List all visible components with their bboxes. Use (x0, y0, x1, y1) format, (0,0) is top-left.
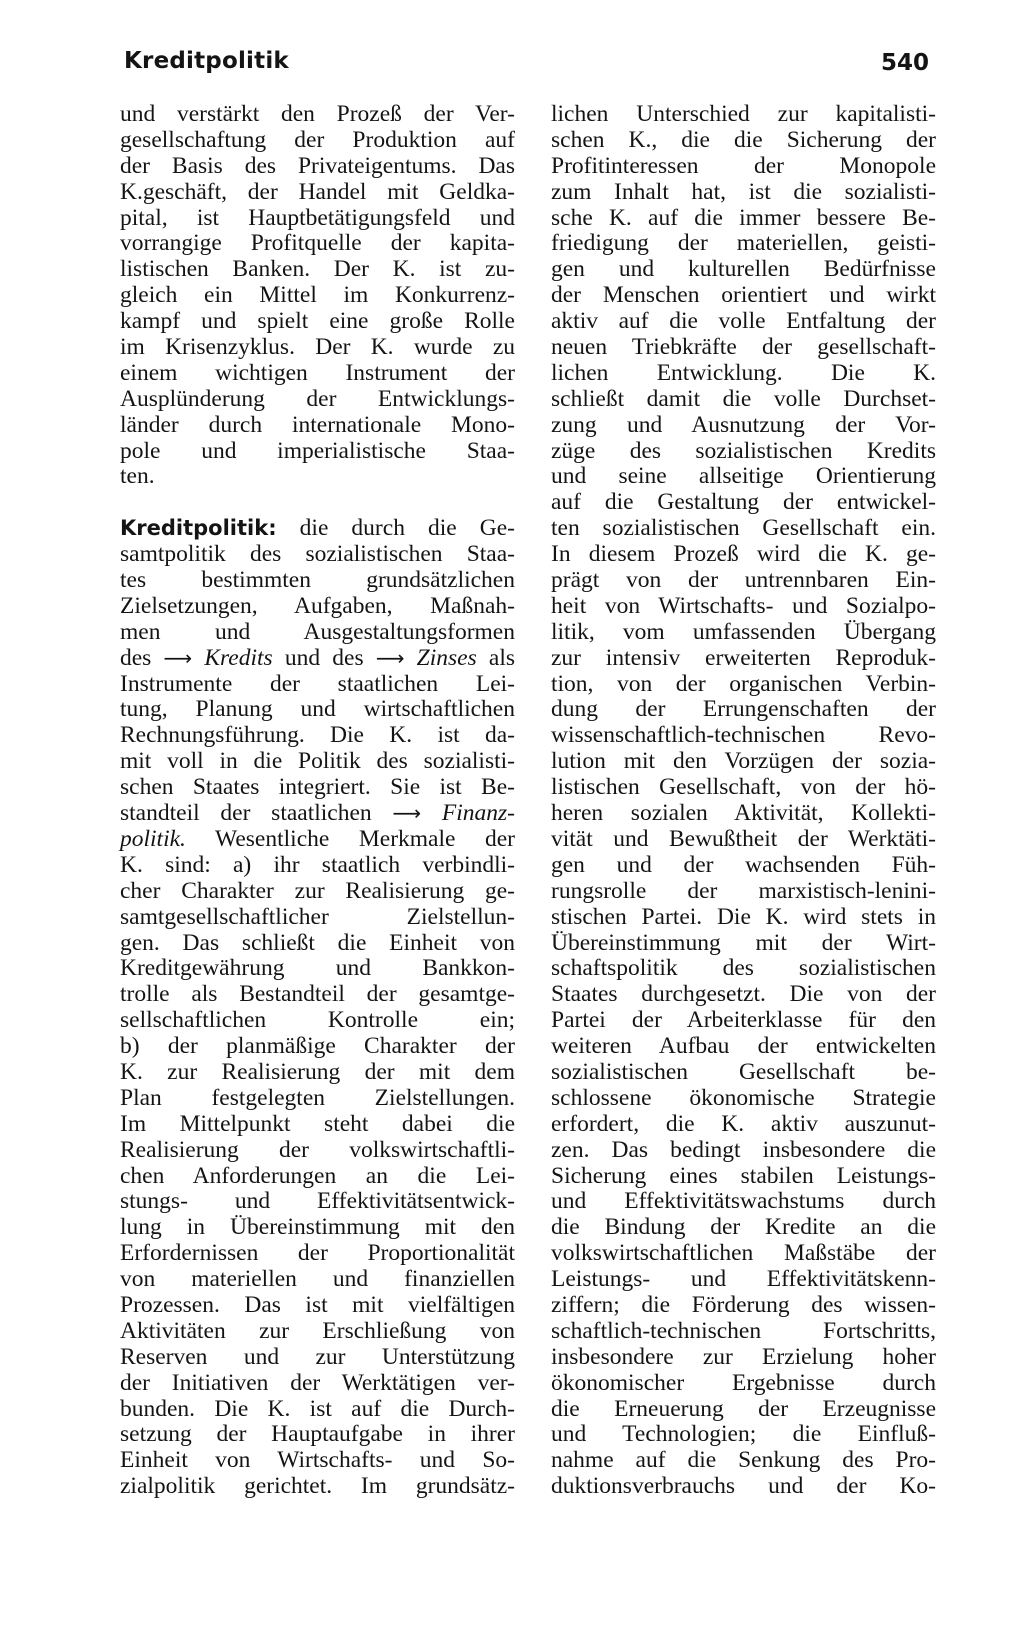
entry-text-block (120, 542, 515, 646)
text-line: tung, Planung und wirtschaftlichen (120, 696, 515, 723)
text-line: Kreditgewährung und Bankkon- (120, 955, 515, 982)
entry-separator (120, 490, 515, 516)
text-line: men und Ausgestaltungsformen (120, 618, 515, 645)
text-line: ökonomischer Ergebnisse durch (551, 1369, 936, 1396)
text-line: insbesondere zur Erzielung hoher (551, 1343, 936, 1370)
text-line: sellschaftlichen Kontrolle ein; (120, 1007, 515, 1034)
text-line: der Menschen orientiert und wirkt (551, 282, 936, 309)
text-line: samtgesellschaftlicher Zielstellun- (120, 903, 515, 930)
entry-text-block (120, 672, 515, 801)
ref-line-suffix: Wesentliche Merkmale der (185, 825, 515, 852)
text-line: stungs- und Effektivitätsentwick- (120, 1188, 515, 1215)
running-head: Kreditpolitik (124, 48, 289, 74)
text-line: die Bindung der Kredite an die (551, 1214, 936, 1241)
text-line: ziffern; die Förderung des wissen- (551, 1291, 936, 1318)
text-line: dung der Errungenschaften der (551, 696, 936, 723)
text-line: duktionsverbrauchs und der Ko- (551, 1473, 936, 1500)
text-line: Ausplünderung der Entwicklungs- (120, 385, 515, 412)
text-line: tion, von der organischen Verbin- (551, 670, 936, 697)
text-line: der Basis des Privateigentums. Das (120, 152, 515, 179)
text-line: volkswirtschaftlichen Maßstäbe der (551, 1240, 936, 1267)
right-column (551, 102, 936, 1500)
text-line: Rechnungsführung. Die K. ist da- (120, 722, 515, 749)
text-line: heit von Wirtschafts- und Sozialpo- (551, 592, 936, 619)
text-line: vität und Bewußtheit der Werktäti- (551, 825, 936, 852)
text-line: Profitinteressen der Monopole (551, 152, 936, 179)
cross-reference-line (120, 801, 515, 827)
ref-line-suffix: als (476, 644, 516, 671)
entry-continuation (551, 102, 936, 1500)
entry-first-line (120, 516, 515, 542)
text-line: lichen Unterschied zur kapitalisti- (551, 101, 936, 127)
text-line: Partei der Arbeiterklasse für den (551, 1007, 936, 1034)
text-line: Plan festgelegten Zielstellungen. (120, 1084, 515, 1111)
text-line: zur intensiv erweiterten Reproduk- (551, 644, 936, 671)
text-line: pital, ist Hauptbetätigungsfeld und (120, 204, 515, 231)
arrow-icon: ⟶ (375, 645, 405, 670)
text-line: K. sind: a) ihr staatlich verbindli- (120, 851, 515, 878)
text-line: die Erneuerung der Erzeugnisse (551, 1395, 936, 1422)
text-line: Prozessen. Das ist mit vielfältigen (120, 1291, 515, 1318)
text-line: ten. (120, 463, 155, 490)
text-line: Leistungs- und Effektivitätskenn- (551, 1266, 936, 1293)
text-line: samtpolitik des sozialistischen Staa- (120, 541, 515, 568)
text-line: neuen Triebkräfte der gesellschaft- (551, 334, 936, 361)
text-line: Realisierung der volkswirtschaftli- (120, 1136, 515, 1163)
ref-line-middle: und des (272, 644, 376, 671)
text-line: kampf und spielt eine große Rolle (120, 308, 515, 335)
text-line: und Effektivitätswachstums durch (551, 1188, 936, 1215)
left-column (120, 102, 515, 1500)
text-line: schließt damit die volle Durchset- (551, 385, 936, 412)
text-line: prägt von der untrennbaren Ein- (551, 567, 936, 594)
text-line: länder durch internationale Mono- (120, 411, 515, 438)
text-line: sche K. auf die immer bessere Be- (551, 204, 936, 231)
text-line: vorrangige Profitquelle der kapita- (120, 230, 515, 257)
arrow-icon: ⟶ (392, 801, 422, 826)
previous-entry-continuation (120, 102, 515, 490)
text-line: heren sozialen Aktivität, Kollekti- (551, 800, 936, 827)
text-line: Staates durchgesetzt. Die von der (551, 981, 936, 1008)
text-line: K. zur Realisierung der mit dem (120, 1058, 515, 1085)
entry-first-line-text: die durch die Ge- (276, 515, 515, 542)
text-line: zung und Ausnutzung der Vor- (551, 411, 936, 438)
text-line: listischen Banken. Der K. ist zu- (120, 256, 515, 283)
ref-line-prefix: des (120, 644, 164, 671)
text-line: gesellschaftung der Produktion auf (120, 126, 515, 153)
text-line: Erfordernissen der Proportionalität (120, 1240, 515, 1267)
text-line: zum Inhalt hat, ist die sozialisti- (551, 178, 936, 205)
text-line: und seine allseitige Orientierung (551, 463, 936, 490)
text-line: sozialistischen Gesellschaft be- (551, 1058, 936, 1085)
text-line: erfordert, die K. aktiv auszunut- (551, 1110, 936, 1137)
text-line: pole und imperialistische Staa- (120, 437, 515, 464)
text-line: K.geschäft, der Handel mit Geldka- (120, 178, 515, 205)
cross-reference-line (120, 646, 515, 672)
text-line: tes bestimmten grundsätzlichen (120, 567, 515, 594)
text-line: listischen Gesellschaft, von der hö- (551, 774, 936, 801)
text-line: lichen Entwicklung. Die K. (551, 359, 936, 386)
text-line: auf die Gestaltung der entwickel- (551, 489, 936, 516)
text-line: schen Staates integriert. Sie ist Be- (120, 774, 515, 801)
text-line: gen und der wachsenden Füh- (551, 851, 936, 878)
text-line: und Technologien; die Einfluß- (551, 1421, 936, 1448)
text-line: ten sozialistischen Gesellschaft ein. (551, 515, 936, 542)
text-line: von materiellen und finanziellen (120, 1266, 515, 1293)
text-line: aktiv auf die volle Entfaltung der (551, 308, 936, 335)
text-line: b) der planmäßige Charakter der (120, 1033, 515, 1060)
text-line: einem wichtigen Instrument der (120, 359, 515, 386)
text-line: trolle als Bestandteil der gesamtge- (120, 981, 515, 1008)
text-line: Reserven und zur Unterstützung (120, 1343, 515, 1370)
text-line: chen Anforderungen an die Lei- (120, 1162, 515, 1189)
text-line: lution mit den Vorzügen der sozia- (551, 748, 936, 775)
text-line: gen und kulturellen Bedürfnisse (551, 256, 936, 283)
text-line: Im Mittelpunkt steht dabei die (120, 1110, 515, 1137)
text-line: lung in Übereinstimmung mit den (120, 1214, 515, 1241)
text-line: schaftlich-technischen Fortschritts, (551, 1317, 936, 1344)
cross-reference-kredits[interactable]: Kredits (204, 644, 273, 671)
text-line: Einheit von Wirtschafts- und So- (120, 1447, 515, 1474)
text-line: setzung der Hauptaufgabe in ihrer (120, 1421, 515, 1448)
text-line: schaftspolitik des sozialistischen (551, 955, 936, 982)
arrow-icon: ⟶ (163, 645, 193, 670)
text-line: weiteren Aufbau der entwickelten (551, 1033, 936, 1060)
text-line: schen K., die die Sicherung der (551, 126, 936, 153)
cross-reference-line (120, 827, 515, 853)
text-line: zialpolitik gerichtet. Im grundsätz- (120, 1473, 515, 1500)
text-line: und verstärkt den Prozeß der Ver- (120, 101, 515, 127)
text-line: im Krisenzyklus. Der K. wurde zu (120, 334, 515, 361)
text-line: gleich ein Mittel im Konkurrenz- (120, 282, 515, 309)
ref-line-prefix: standteil der staatlichen (120, 800, 393, 827)
text-line: Zielsetzungen, Aufgaben, Maßnah- (120, 592, 515, 619)
entry-headword: Kreditpolitik: (120, 516, 277, 541)
text-line: Übereinstimmung mit der Wirt- (551, 929, 936, 956)
text-line: wissenschaftlich-technischen Revo- (551, 722, 936, 749)
text-line: bunden. Die K. ist auf die Durch- (120, 1395, 515, 1422)
text-line: friedigung der materiellen, geisti- (551, 230, 936, 257)
text-line: stischen Partei. Die K. wird stets in (551, 903, 936, 930)
text-line: schlossene ökonomische Strategie (551, 1084, 936, 1111)
text-line: Aktivitäten zur Erschließung von (120, 1317, 515, 1344)
text-line: mit voll in die Politik des sozialisti- (120, 748, 515, 775)
text-line: Instrumente der staatlichen Lei- (120, 670, 515, 697)
entry-kreditpolitik (120, 516, 515, 1500)
text-line: zen. Das bedingt insbesondere die (551, 1136, 936, 1163)
page-number: 540 (880, 50, 929, 76)
text-line: rungsrolle der marxistisch-lenini- (551, 877, 936, 904)
cross-reference-zinses[interactable]: Zinses (416, 644, 477, 671)
text-line: züge des sozialistischen Kredits (551, 437, 936, 464)
text-line: gen. Das schließt die Einheit von (120, 929, 515, 956)
text-line: cher Charakter zur Realisierung ge- (120, 877, 515, 904)
text-line: Sicherung eines stabilen Leistungs- (551, 1162, 936, 1189)
text-line: nahme auf die Senkung des Pro- (551, 1447, 936, 1474)
text-line: In diesem Prozeß wird die K. ge- (551, 541, 936, 568)
text-line: litik, vom umfassenden Übergang (551, 618, 936, 645)
cross-reference-finanzpolitik-end[interactable]: politik. (120, 825, 186, 852)
cross-reference-finanzpolitik[interactable]: Finanz- (441, 800, 515, 827)
text-line: der Initiativen der Werktätigen ver- (120, 1369, 515, 1396)
entry-text-block (120, 853, 515, 1500)
